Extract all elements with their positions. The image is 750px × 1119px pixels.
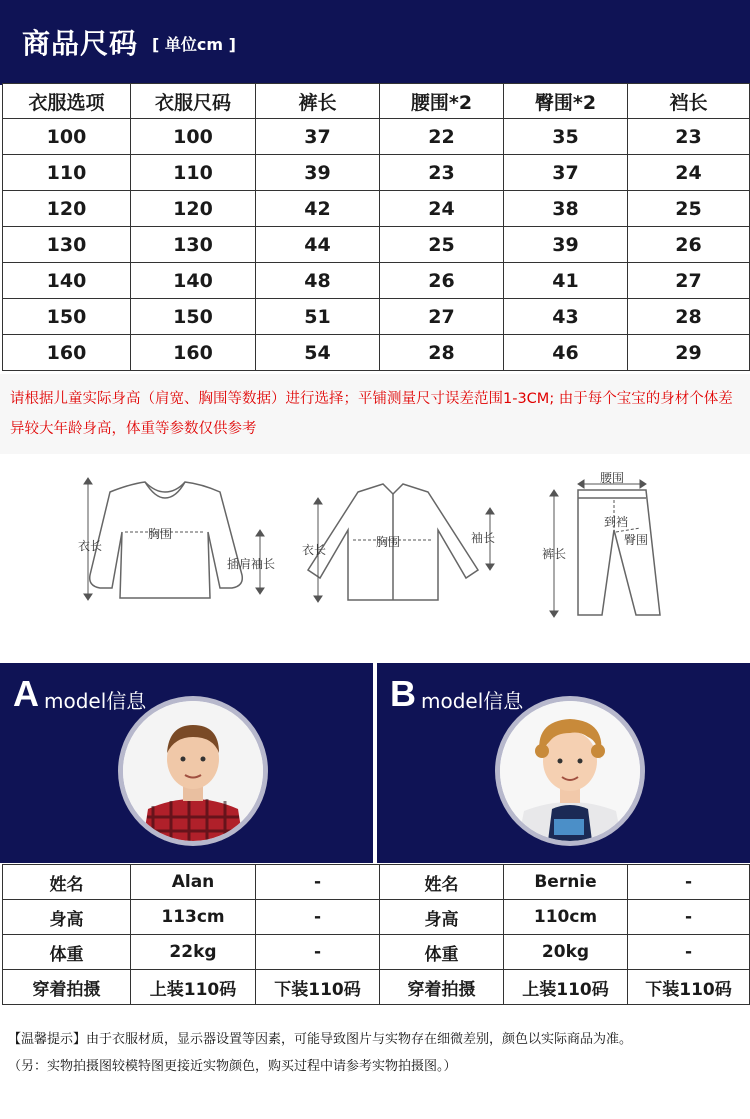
- column-header: 裆长: [628, 84, 750, 119]
- column-header: 腰围*2: [380, 84, 504, 119]
- page-title: 商品尺码: [22, 27, 139, 60]
- table-cell: 体重: [380, 935, 504, 970]
- table-cell: 23: [380, 155, 504, 191]
- table-cell: 28: [380, 335, 504, 371]
- table-cell: -: [256, 865, 380, 900]
- table-cell: 160: [3, 335, 131, 371]
- table-cell: 43: [504, 299, 628, 335]
- table-cell: 140: [3, 263, 131, 299]
- table-cell: 39: [256, 155, 380, 191]
- model-letter: B: [390, 673, 416, 714]
- unit-label: [ 单位cm ]: [152, 35, 236, 54]
- model-b-panel: [377, 663, 750, 863]
- table-cell: 体重: [3, 935, 131, 970]
- table-cell: -: [256, 900, 380, 935]
- table-cell: 25: [380, 227, 504, 263]
- column-header: 衣服选项: [3, 84, 131, 119]
- table-cell: 20kg: [504, 935, 628, 970]
- table-cell: 身高: [380, 900, 504, 935]
- table-cell: 37: [504, 155, 628, 191]
- size-table: [2, 83, 750, 371]
- chest-label: 胸围: [148, 527, 173, 541]
- table-cell: Alan: [131, 865, 256, 900]
- model-table-row: [3, 970, 750, 1005]
- sleeve-label: 袖长: [471, 531, 496, 545]
- table-cell: 130: [131, 227, 256, 263]
- length-label: 衣长: [78, 539, 103, 553]
- table-cell: 140: [131, 263, 256, 299]
- table-cell: 100: [131, 119, 256, 155]
- table-cell: 38: [504, 191, 628, 227]
- table-cell: 25: [628, 191, 750, 227]
- table-cell: 100: [3, 119, 131, 155]
- footer-line: （另：实物拍摄图较模特图更接近实物颜色，购买过程中请参考实物拍摄图。）: [8, 1059, 457, 1074]
- pants-length-label: 裤长: [542, 547, 567, 561]
- table-cell: 穿着拍摄: [3, 970, 131, 1005]
- model-a-panel: [0, 663, 373, 863]
- table-cell: 22kg: [131, 935, 256, 970]
- table-cell: 23: [628, 119, 750, 155]
- model-table-row: [3, 865, 750, 900]
- size-note: 请根据儿童实际身高（肩宽、胸围等数据）进行选择；平铺测量尺寸误差范围1-3CM; 由于每个宝宝的身材个体差异较大年龄身高，体重等参数仅供参考: [10, 391, 733, 437]
- table-cell: 姓名: [380, 865, 504, 900]
- table-cell: 110: [3, 155, 131, 191]
- table-cell: 41: [504, 263, 628, 299]
- chest-label: 胸围: [376, 535, 401, 549]
- size-table-header-row: [3, 84, 750, 119]
- table-cell: 113cm: [131, 900, 256, 935]
- header-bar: [0, 0, 750, 85]
- table-cell: 上装110码: [131, 970, 256, 1005]
- model-letter: A: [13, 673, 39, 714]
- column-header: 臀围*2: [504, 84, 628, 119]
- table-cell: 26: [380, 263, 504, 299]
- table-cell: 37: [256, 119, 380, 155]
- table-cell: 48: [256, 263, 380, 299]
- size-table-row: [3, 155, 750, 191]
- size-table-row: [3, 191, 750, 227]
- column-header: 衣服尺码: [131, 84, 256, 119]
- table-cell: 42: [256, 191, 380, 227]
- table-cell: 穿着拍摄: [380, 970, 504, 1005]
- column-header: 裤长: [256, 84, 380, 119]
- length-label: 衣长: [302, 543, 327, 557]
- table-cell: 110cm: [504, 900, 628, 935]
- model-table-row: [3, 900, 750, 935]
- model-b-photo: [500, 701, 640, 841]
- table-cell: 27: [380, 299, 504, 335]
- table-cell: 24: [380, 191, 504, 227]
- table-cell: 39: [504, 227, 628, 263]
- table-cell: 130: [3, 227, 131, 263]
- waist-label: 腰围: [600, 471, 625, 485]
- size-table-row: [3, 119, 750, 155]
- raglan-shirt-diagram: [70, 470, 290, 610]
- table-cell: 150: [3, 299, 131, 335]
- crotch-label: 到裆: [604, 515, 629, 529]
- footer-tip: [8, 1026, 748, 1080]
- table-cell: 下装110码: [256, 970, 380, 1005]
- table-cell: 28: [628, 299, 750, 335]
- table-cell: 150: [131, 299, 256, 335]
- size-table-row: [3, 227, 750, 263]
- model-label: model信息: [421, 689, 524, 713]
- table-cell: 35: [504, 119, 628, 155]
- table-cell: 51: [256, 299, 380, 335]
- table-cell: 120: [3, 191, 131, 227]
- size-table-row: [3, 263, 750, 299]
- table-cell: 54: [256, 335, 380, 371]
- table-cell: -: [628, 865, 750, 900]
- table-cell: 120: [131, 191, 256, 227]
- table-cell: 46: [504, 335, 628, 371]
- size-table-row: [3, 335, 750, 371]
- size-table-row: [3, 299, 750, 335]
- model-table-row: [3, 935, 750, 970]
- hip-label: 臀围: [624, 533, 649, 547]
- table-cell: -: [256, 935, 380, 970]
- table-cell: 110: [131, 155, 256, 191]
- button-shirt-diagram: [298, 470, 508, 610]
- table-cell: 上装110码: [504, 970, 628, 1005]
- table-cell: 26: [628, 227, 750, 263]
- table-cell: -: [628, 900, 750, 935]
- table-cell: 160: [131, 335, 256, 371]
- table-cell: 27: [628, 263, 750, 299]
- sleeve-label: 插肩袖长: [227, 557, 276, 571]
- table-cell: Bernie: [504, 865, 628, 900]
- table-cell: 29: [628, 335, 750, 371]
- model-label: model信息: [44, 689, 147, 713]
- table-cell: 24: [628, 155, 750, 191]
- table-cell: 44: [256, 227, 380, 263]
- table-cell: 22: [380, 119, 504, 155]
- pants-diagram: [540, 470, 670, 620]
- table-cell: -: [628, 935, 750, 970]
- footer-line: 【温馨提示】由于衣服材质，显示器设置等因素，可能导致图片与实物存在细微差别，颜色以实际商品为准。: [8, 1032, 633, 1047]
- model-info-table: [2, 864, 750, 1005]
- table-cell: 身高: [3, 900, 131, 935]
- model-a-photo: [123, 701, 263, 841]
- table-cell: 姓名: [3, 865, 131, 900]
- table-cell: 下装110码: [628, 970, 750, 1005]
